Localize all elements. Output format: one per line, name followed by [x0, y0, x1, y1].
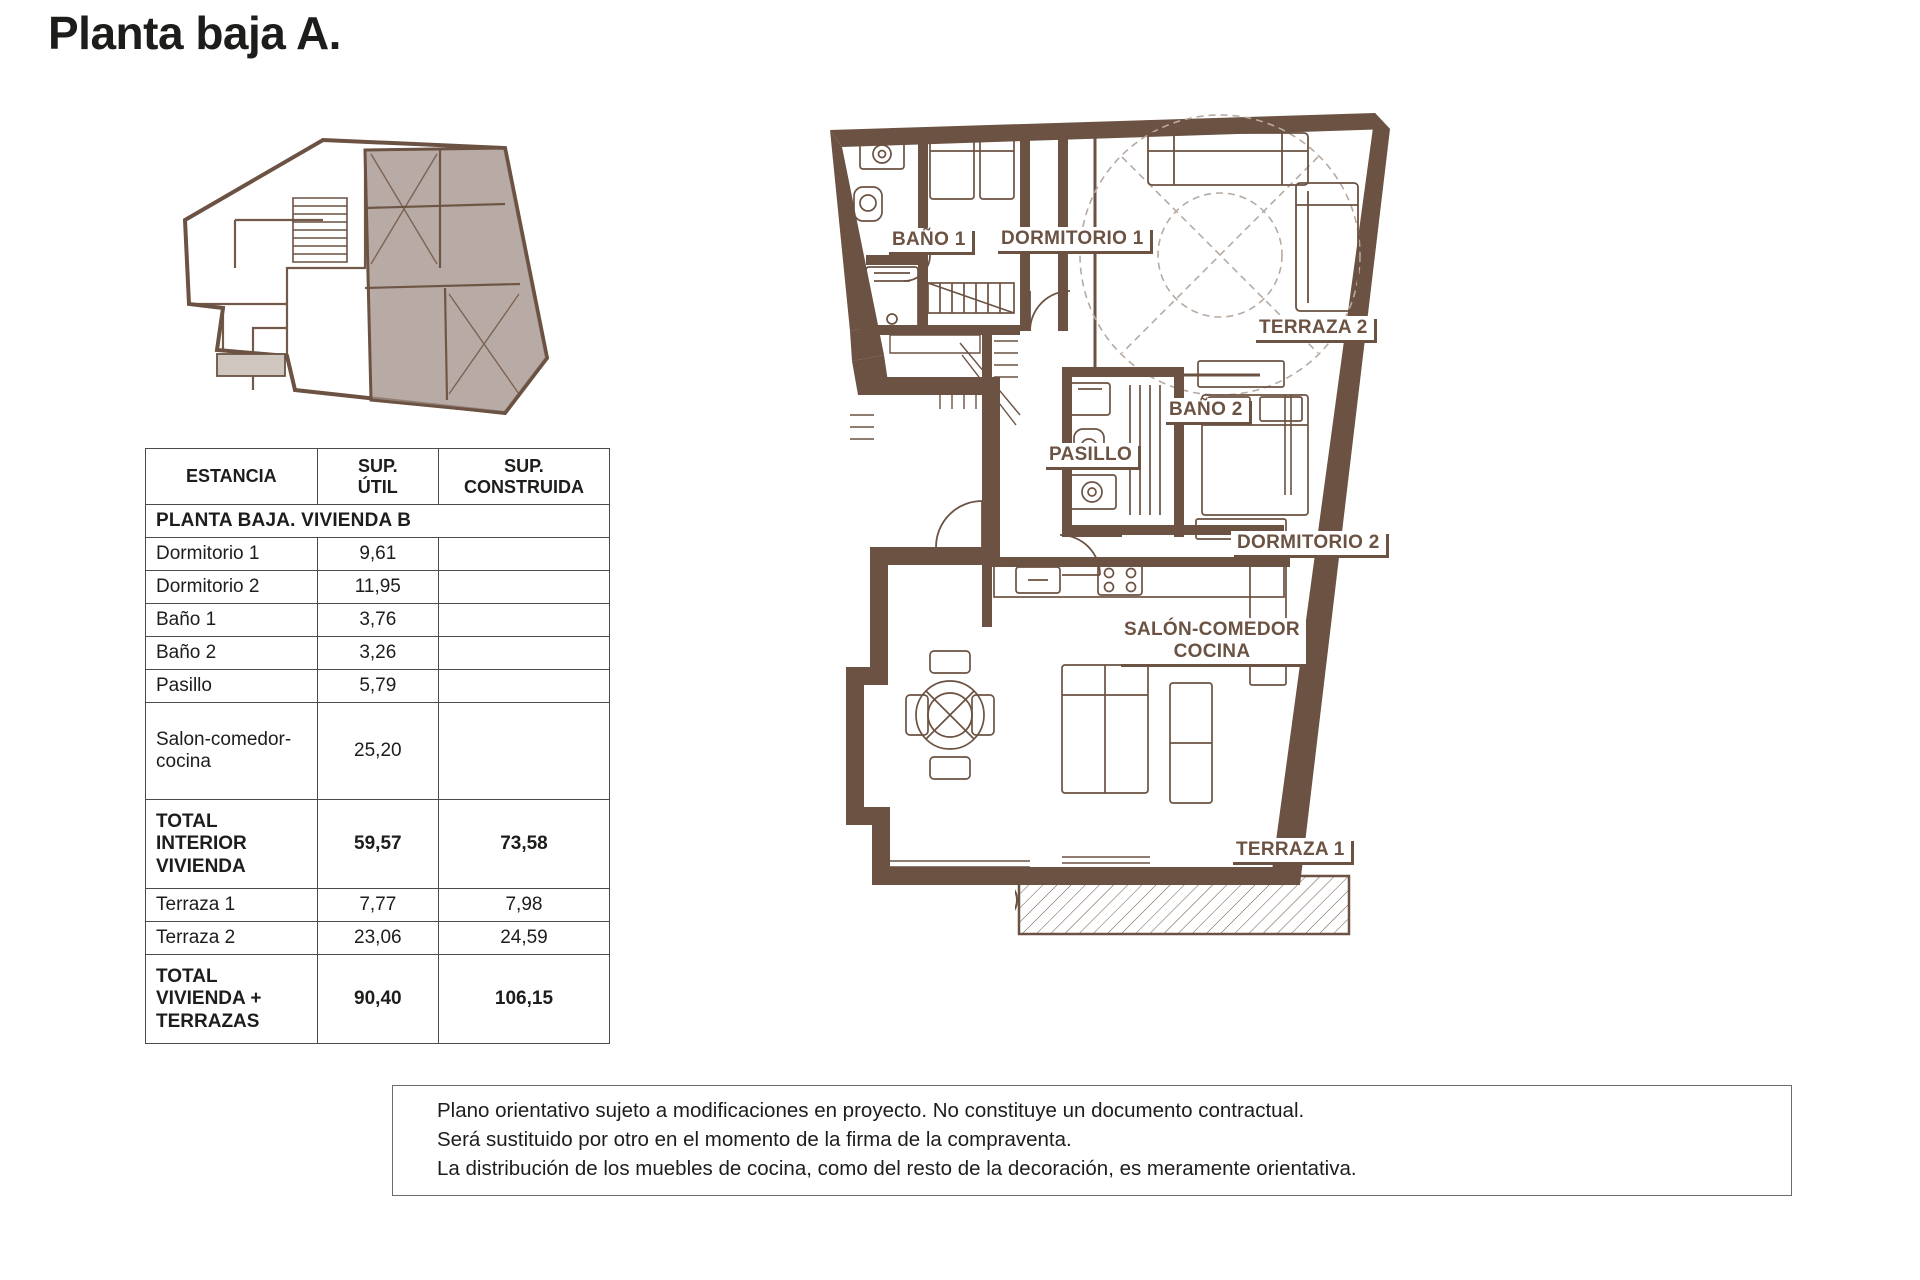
header-constructed-line2: CONSTRUIDA [463, 476, 584, 497]
table-row [146, 922, 610, 955]
room-label-bano-2: BAÑO 2 [1163, 398, 1249, 422]
row-room: TOTAL VIVIENDA + TERRAZAS [146, 955, 318, 1044]
terrace-2-area [1095, 129, 1260, 375]
table-row [146, 670, 610, 703]
key-plan-balcony [217, 354, 285, 376]
table-row [146, 889, 610, 922]
disclaimer-line-2: Será sustituido por otro en el momento de la firma de la compraventa. [437, 1128, 1072, 1152]
terrace-2-circle-guides [1080, 115, 1360, 395]
table-section-row [146, 505, 610, 538]
row-constructed [438, 637, 609, 670]
room-label-bano-1: BAÑO 1 [886, 228, 972, 252]
table-row-total [146, 955, 610, 1044]
header-util-line2: ÚTIL [357, 476, 398, 497]
floor-plan-drawing [830, 95, 1880, 905]
salon-label-line1: SALÓN-COMEDOR [1124, 619, 1300, 640]
row-util: 23,06 [317, 922, 438, 955]
row-room: Baño 1 [146, 604, 318, 637]
room-label-terraza-1: TERRAZA 1 [1230, 838, 1351, 862]
table-row [146, 703, 610, 800]
row-room: Pasillo [146, 670, 318, 703]
row-constructed: 73,58 [438, 800, 609, 889]
living-room-furniture [906, 651, 1212, 803]
row-room: Salon-comedor-cocina [146, 703, 318, 800]
section-label: PLANTA BAJA. VIVIENDA B [146, 505, 610, 538]
disclaimer-line-3: La distribución de los muebles de cocina, como del resto de la decoración, es meramente orientativa. [437, 1157, 1357, 1181]
key-plan-highlight-unit [365, 148, 547, 413]
row-util: 11,95 [317, 571, 438, 604]
header-room: ESTANCIA [146, 449, 318, 505]
key-plan-stairs [293, 198, 347, 262]
row-room: TOTAL INTERIOR VIVIENDA [146, 800, 318, 889]
table-row [146, 571, 610, 604]
salon-label-line2: COCINA [1173, 640, 1251, 662]
row-room: Dormitorio 1 [146, 538, 318, 571]
row-constructed: 106,15 [438, 955, 609, 1044]
room-label-salon-comedor-cocina [1118, 618, 1306, 664]
terrace-2-furniture [1148, 133, 1358, 311]
row-util: 3,26 [317, 637, 438, 670]
row-constructed: 7,98 [438, 889, 609, 922]
room-label-terraza-2: TERRAZA 2 [1253, 316, 1374, 340]
row-util: 59,57 [317, 800, 438, 889]
row-util: 5,79 [317, 670, 438, 703]
page-title: Planta baja A. [48, 7, 341, 59]
header-util [317, 449, 438, 505]
disclaimer-box [392, 1085, 1792, 1196]
room-label-dormitorio-1: DORMITORIO 1 [995, 227, 1150, 251]
table-row [146, 637, 610, 670]
table-row [146, 538, 610, 571]
row-constructed [438, 703, 609, 800]
room-label-pasillo: PASILLO [1043, 443, 1138, 467]
row-room: Terraza 1 [146, 889, 318, 922]
header-util-line1: SUP. [357, 456, 398, 476]
row-constructed [438, 571, 609, 604]
disclaimer-line-1: Plano orientativo sujeto a modificaciones en proyecto. No constituye un documento contractual. [437, 1099, 1305, 1122]
header-constructed [438, 449, 609, 505]
bedroom-1-furniture [928, 135, 1014, 313]
row-constructed [438, 670, 609, 703]
row-util: 7,77 [317, 889, 438, 922]
row-constructed: 24,59 [438, 922, 609, 955]
room-label-dormitorio-2: DORMITORIO 2 [1231, 531, 1386, 555]
row-util: 9,61 [317, 538, 438, 571]
header-constructed-line1: SUP. [504, 456, 544, 476]
row-util: 3,76 [317, 604, 438, 637]
table-header-row [146, 449, 610, 505]
key-plan-thumbnail [175, 128, 575, 438]
area-table [145, 448, 610, 1044]
row-room: Terraza 2 [146, 922, 318, 955]
table-row-total [146, 800, 610, 889]
row-room: Dormitorio 2 [146, 571, 318, 604]
table-row [146, 604, 610, 637]
row-util: 25,20 [317, 703, 438, 800]
row-constructed [438, 538, 609, 571]
row-util: 90,40 [317, 955, 438, 1044]
terrace-1-drawing [1015, 870, 1375, 946]
row-constructed [438, 604, 609, 637]
row-room: Baño 2 [146, 637, 318, 670]
